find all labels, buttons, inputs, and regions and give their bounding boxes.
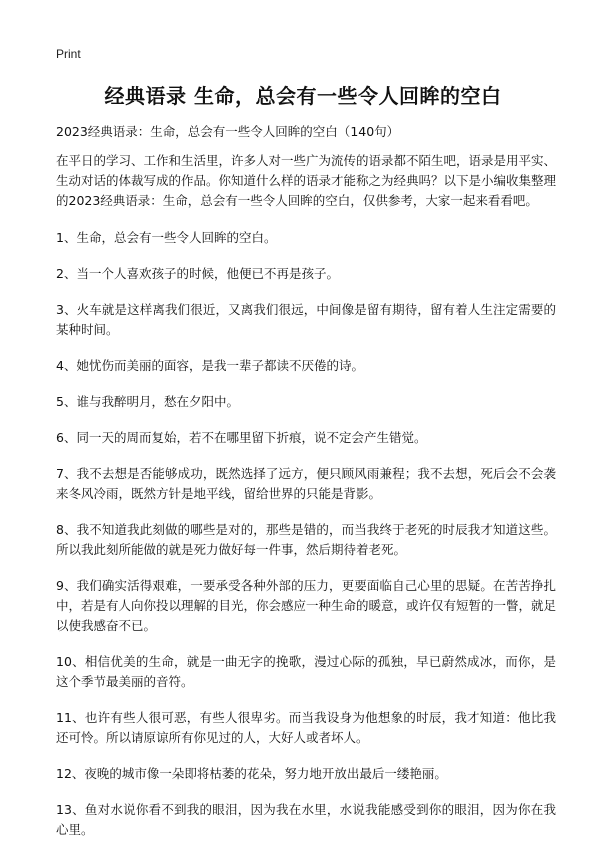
quote-item: 8、我不知道我此刻做的哪些是对的，那些是错的，而当我终于老死的时辰我才知道这些。所以我此刻所能做的就是死力做好每一件事，然后期待着老死。 [56, 522, 556, 557]
quote-item: 6、同一天的周而复始，若不在哪里留下折痕，说不定会产生错觉。 [56, 430, 427, 445]
intro-paragraph: 在平日的学习、工作和生活里，许多人对一些广为流传的语录都不陌生吧，语录是用平实、生动对话的体裁写成的作品。你知道什么样的语录才能称之为经典吗？以下是小编收集整理的2023经典语录：生命，总会有一些令人回眸的空白，仅供参考，大家一起来看看吧。 [56, 153, 557, 208]
quote-item: 7、我不去想是否能够成功，既然选择了远方，便只顾风雨兼程；我不去想，死后会不会袭来冬风冷雨，既然方针是地平线，留给世界的只能是背影。 [56, 466, 556, 501]
quote-item: 2、当一个人喜欢孩子的时候，他便已不再是孩子。 [56, 266, 339, 281]
article-title: 经典语录 生命，总会有一些令人回眸的空白 [104, 84, 502, 108]
quote-item: 11、也许有些人很可恶，有些人很卑劣。而当我设身为他想象的时辰，我才知道：他比我还可怜。所以请原谅所有你见过的人，大好人或者坏人。 [56, 710, 556, 745]
quote-item: 4、她忧伤而美丽的面容，是我一辈子都读不厌倦的诗。 [56, 358, 364, 373]
quote-item: 5、谁与我醉明月，愁在夕阳中。 [56, 394, 239, 409]
article-subtitle: 2023经典语录：生命，总会有一些令人回眸的空白（140句） [56, 124, 400, 139]
quote-item: 9、我们确实活得艰难，一要承受各种外部的压力，更要面临自己心里的思疑。在苦苦挣扎中，若是有人向你投以理解的目光，你会感应一种生命的暖意，或许仅有短暂的一瞥，就足以使我感奋不已。 [56, 578, 557, 633]
quote-item: 12、夜晚的城市像一朵即将枯萎的花朵，努力地开放出最后一缕艳丽。 [56, 766, 447, 781]
quote-item: 1、生命，总会有一些令人回眸的空白。 [56, 230, 277, 245]
quote-item: 13、鱼对水说你看不到我的眼泪，因为我在水里，水说我能感受到你的眼泪，因为你在我心里。 [56, 802, 556, 837]
print-link[interactable]: Print [56, 47, 81, 61]
article-body [56, 151, 556, 856]
quote-item: 10、相信优美的生命，就是一曲无字的挽歌，漫过心际的孤独，早已蔚然成冰，而你，是这个季节最美丽的音符。 [56, 654, 556, 689]
quote-item: 3、火车就是这样离我们很近，又离我们很远，中间像是留有期待，留有着人生注定需要的某种时间。 [56, 302, 556, 337]
